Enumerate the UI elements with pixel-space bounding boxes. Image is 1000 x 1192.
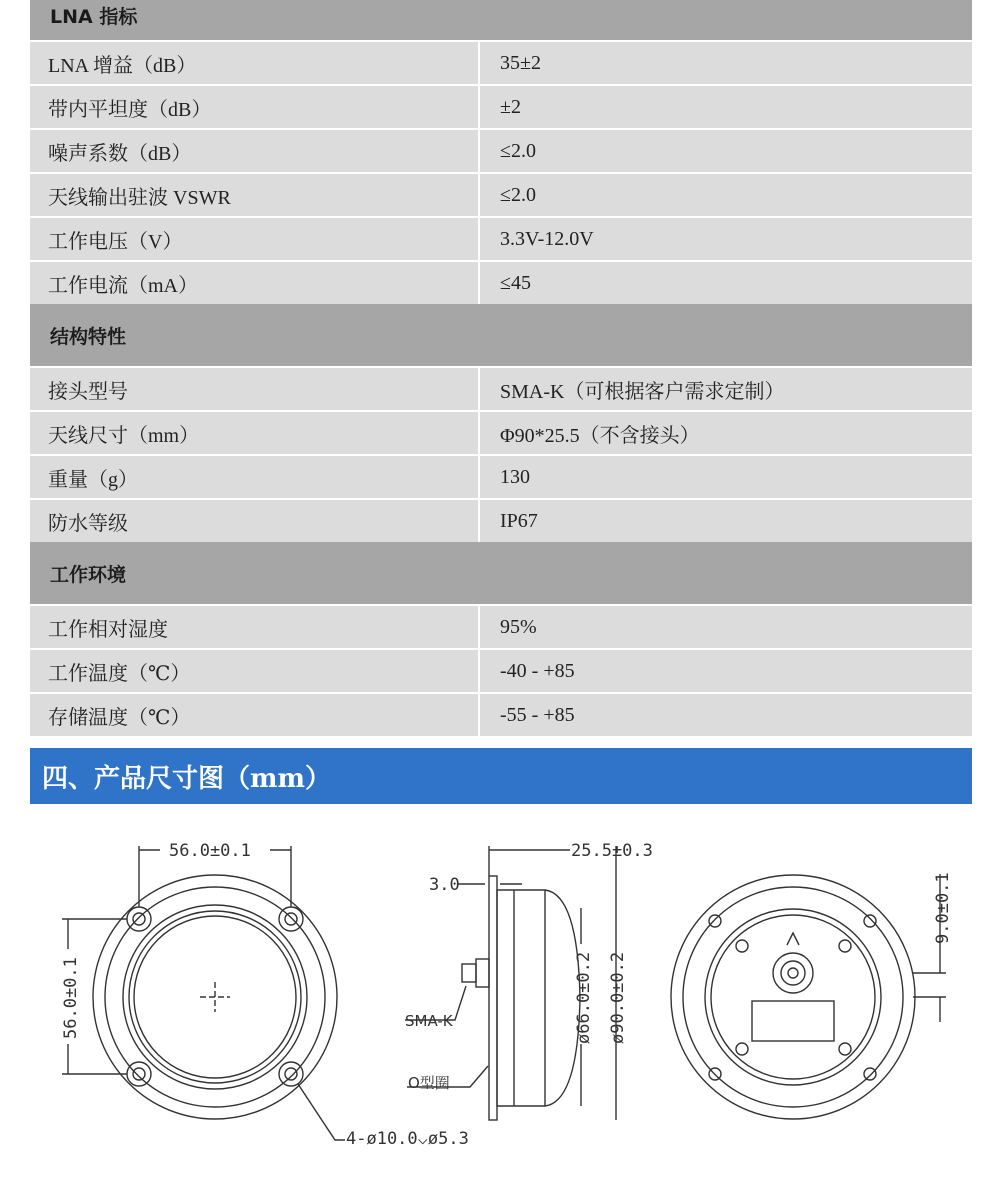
table-row bbox=[30, 84, 972, 128]
row-label: 防水等级 bbox=[30, 500, 480, 542]
dim-radome-dia: ø66.0±0.2 bbox=[574, 951, 594, 1044]
table-row bbox=[30, 128, 972, 172]
front-view bbox=[62, 846, 345, 1140]
row-value: ≤45 bbox=[500, 271, 531, 294]
label-oring: O型圈 bbox=[408, 1074, 450, 1092]
row-value: ≤2.0 bbox=[500, 139, 536, 162]
table-row bbox=[30, 366, 972, 410]
row-value: -40 - +85 bbox=[500, 659, 575, 682]
dim-base-dia: ø90.0±0.2 bbox=[608, 951, 628, 1044]
table-row bbox=[30, 410, 972, 454]
row-value: SMA-K（可根据客户需求定制） bbox=[500, 380, 785, 403]
row-label: 工作电压（V） bbox=[30, 218, 480, 260]
row-value: 95% bbox=[500, 615, 537, 638]
table-row bbox=[30, 172, 972, 216]
table-row bbox=[30, 216, 972, 260]
row-label: 天线输出驻波 VSWR bbox=[30, 174, 480, 216]
table-row bbox=[30, 40, 972, 84]
row-label: 天线尺寸（mm） bbox=[30, 412, 480, 454]
section-header-environment: 工作环境 bbox=[30, 542, 972, 604]
row-value: 35±2 bbox=[500, 51, 541, 74]
row-label: 噪声系数（dB） bbox=[30, 130, 480, 172]
rear-view bbox=[671, 874, 946, 1119]
label-connector: SMA-K bbox=[405, 1012, 453, 1030]
table-row bbox=[30, 260, 972, 304]
dim-holes: 4-ø10.0⌵ø5.3 bbox=[346, 1129, 469, 1149]
table-row bbox=[30, 692, 972, 736]
dim-flange-thickness: 3.0 bbox=[429, 875, 460, 895]
row-label: 工作温度（℃） bbox=[30, 650, 480, 692]
section-header-structure: 结构特性 bbox=[30, 304, 972, 366]
row-value: -55 - +85 bbox=[500, 703, 575, 726]
dim-hole-spacing-v: 56.0±0.1 bbox=[61, 957, 81, 1039]
row-value: IP67 bbox=[500, 509, 538, 532]
row-label: 工作相对湿度 bbox=[30, 606, 480, 648]
dimension-section-title: 四、产品尺寸图（mm） bbox=[30, 748, 972, 804]
row-value: 3.3V-12.0V bbox=[500, 227, 594, 250]
dim-hole-spacing-h: 56.0±0.1 bbox=[169, 841, 251, 861]
row-label: 重量（g） bbox=[30, 456, 480, 498]
dim-offset: 9.0±0.1 bbox=[933, 872, 953, 944]
table-row bbox=[30, 454, 972, 498]
spec-table bbox=[30, 0, 972, 736]
section-header-lna: LNA 指标 bbox=[30, 0, 972, 40]
table-row bbox=[30, 604, 972, 648]
row-value: Φ90*25.5（不含接头） bbox=[500, 424, 700, 447]
row-label: 存储温度（℃） bbox=[30, 694, 480, 736]
row-value: ≤2.0 bbox=[500, 183, 536, 206]
row-value: 130 bbox=[500, 465, 530, 488]
row-label: 接头型号 bbox=[30, 368, 480, 410]
row-label: 工作电流（mA） bbox=[30, 262, 480, 304]
table-row bbox=[30, 648, 972, 692]
row-label: LNA 增益（dB） bbox=[30, 42, 480, 84]
table-row bbox=[30, 498, 972, 542]
row-value: ±2 bbox=[500, 95, 521, 118]
dim-height: 25.5±0.3 bbox=[571, 841, 653, 861]
dimension-drawing bbox=[0, 804, 1000, 1192]
row-label: 带内平坦度（dB） bbox=[30, 86, 480, 128]
